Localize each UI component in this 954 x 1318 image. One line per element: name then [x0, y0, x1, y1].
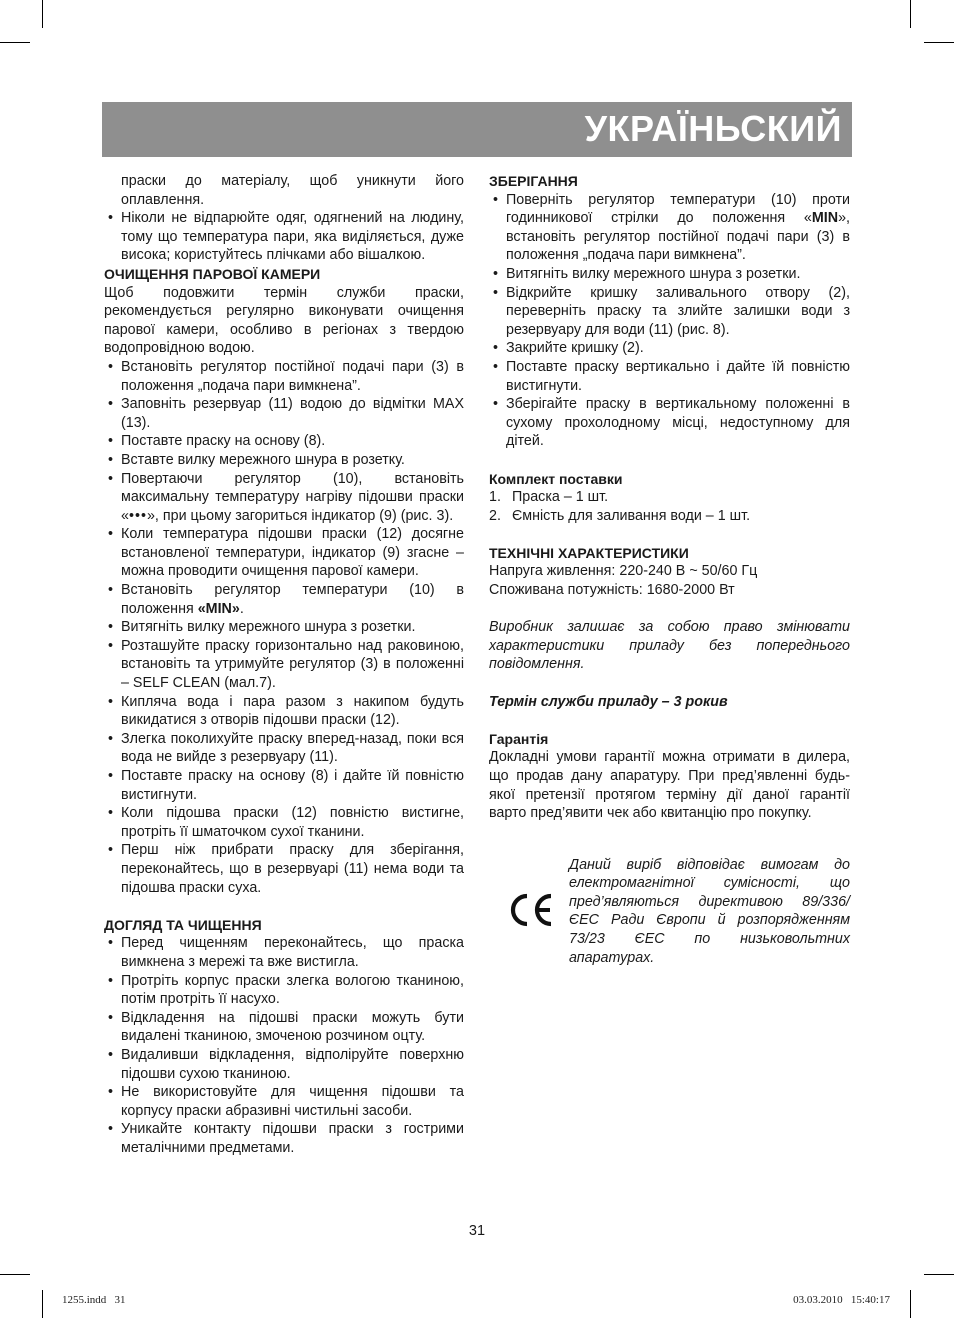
min-label: MIN: [811, 210, 839, 227]
page-title: УКРАЇНЬСКИЙ: [584, 108, 842, 149]
spacer: [104, 897, 464, 916]
section-heading-kit: Комплект поставки: [489, 470, 623, 487]
spec-line: Напруга живлення: 220-240 В ~ 50/60 Гц: [489, 563, 758, 580]
list-item: • Закрийте кришку (2).: [489, 339, 850, 358]
list-item: • Розташуйте праску горизонтально над раковиною, встановіть та утримуйте регулятор (3) в положенні – SELF CLEAN (мал.7).: [104, 637, 464, 693]
list-item: • Відкладення на підошві праски можуть бути видалені тканиною, змоченою розчином оцту.: [104, 1009, 464, 1046]
list-item: • Витягніть вилку мережного шнура з розетки.: [104, 618, 464, 637]
spacer: [489, 823, 850, 842]
crop-mark: [0, 42, 30, 43]
list-item-text: Поверніть регулятор температури (10) проти годинникової стрілки до положення «: [506, 191, 850, 227]
list-item: • Уникайте контакту підошви праски з гострими металічними предметами.: [104, 1120, 464, 1157]
list-item: • Заповніть резервуар (11) водою до відмітки MAX (13).: [104, 395, 464, 432]
spacer: [489, 711, 850, 730]
list-item: • Вставте вилку мережного шнура в розетку.: [104, 451, 464, 470]
temperature-dots-symbol: •••: [128, 507, 147, 524]
list-item: • Кипляча вода і пара разом з накипом будуть викидатися з отворів підошви праски (12).: [104, 693, 464, 730]
crop-mark: [42, 0, 43, 28]
section-heading-steam-chamber: ОЧИЩЕННЯ ПАРОВОЇ КАМЕРИ: [104, 265, 321, 282]
ce-compliance-text: Даний виріб відповідає вимогам до електромагнітної сумісності, що пред’являються директивою 89/336/ ЄЕС Ради Європи й розпорядженням 73/23 ЄЕС по низьковольтних апаратурах.: [569, 856, 850, 966]
crop-mark: [924, 42, 954, 43]
crop-mark: [924, 1274, 954, 1275]
min-label: «MIN»: [197, 600, 240, 617]
list-item: [104, 470, 464, 526]
list-item: • Перед чищенням переконайтесь, що праска вимкнена з мережі та вже вистигла.: [104, 934, 464, 971]
section-heading-warranty: Гарантія: [489, 730, 549, 747]
spec-line: Споживана потужність: 1680-2000 Вт: [489, 582, 735, 599]
list-item: [104, 581, 464, 618]
list-item: • Поставте праску вертикально і дайте їй повністю вистигнути.: [489, 358, 850, 395]
crop-mark: [910, 1290, 911, 1318]
manufacturer-note: Виробник залишає за собою право змінювати характеристики приладу без попереднього повідомлення.: [489, 619, 850, 673]
list-item-text: », встановіть регулятор постійної подачі пари (3) в положення „подача пари вимкнена”.: [506, 210, 850, 264]
list-item-text: Праска – 1 шт.: [512, 489, 609, 506]
list-item: [489, 488, 850, 507]
list-item: • Перш ніж прибрати праску для зберігання, переконайтесь, що в резервуарі (11) нема води та підошва праски суха.: [104, 841, 464, 897]
intro-continuation: праски до матеріалу, щоб уникнути його оплавлення.: [121, 173, 464, 208]
language-header-bar: [102, 102, 852, 157]
list-item: [489, 507, 850, 526]
crop-mark: [42, 1290, 43, 1318]
left-column: [104, 172, 464, 1157]
crop-mark: [910, 0, 911, 28]
right-column: [489, 172, 850, 982]
list-item: • Протріть корпус праски злегка вологою тканиною, потім протріть її насухо.: [104, 972, 464, 1009]
list-item: • Коли температура підошви праски (12) досягне встановленої температури, індикатор (9) згасне – можна проводити очищення парової камери.: [104, 525, 464, 581]
list-item: • Поставте праску на основу (8).: [104, 432, 464, 451]
list-item: • Поставте праску на основу (8) і дайте їй повністю вистигнути.: [104, 767, 464, 804]
list-item: • Злегка поколихуйте праску вперед-назад, поки вся вода не вийде з резервуару (11).: [104, 730, 464, 767]
spacer: [489, 600, 850, 619]
list-item: • Встановіть регулятор постійної подачі пари (3) в положення „подача пари вимкнена”.: [104, 358, 464, 395]
list-item: • Видаливши відкладення, відполіруйте поверхню підошви сухою тканиною.: [104, 1046, 464, 1083]
spacer: [489, 674, 850, 693]
list-item: • Зберігайте праску в вертикальному положенні в сухому прохолодному місці, недоступному для дітей.: [489, 395, 850, 451]
list-item: • Ніколи не відпарюйте одяг, одягнений на людину, тому що температура пари, яка виділяється, дуже висока; користуйтесь плічками або вішалкою.: [104, 209, 464, 265]
list-item-text: Повертаючи регулятор (10), встановіть максимальну температуру нагріву підошви праски «: [121, 470, 464, 524]
list-item: [489, 191, 850, 265]
paragraph: Щоб подовжити термін служби праски, рекомендується регулярно виконувати очищення парової камери, особливо в регіонах з твердою водопровідною водою.: [104, 284, 464, 357]
section-heading-storage: ЗБЕРІГАННЯ: [489, 173, 578, 189]
ce-compliance-block: [489, 856, 850, 968]
list-number: 2.: [489, 507, 501, 524]
spacer: [489, 525, 850, 544]
section-heading-care: ДОГЛЯД ТА ЧИЩЕННЯ: [104, 916, 262, 933]
list-item-text: .: [239, 600, 244, 617]
service-life: Термін служби приладу – 3 рокив: [489, 693, 728, 710]
list-number: 1.: [489, 489, 501, 506]
list-item-text: Ємність для заливання води – 1 шт.: [512, 507, 751, 524]
list-item: • Коли підошва праски (12) повністю вистигне, протріть її шматочком сухої тканини.: [104, 804, 464, 841]
warranty-text: Докладні умови гарантії можна отримати в дилера, що продав дану апаратуру. При пред’явленні будь-якої претензії протягом терміну дії даної гарантії варто пред’явити чек або квитанцію про покупку.: [489, 749, 850, 822]
list-item-text: », при цьому загориться індикатор (9) (рис. 3).: [146, 507, 454, 524]
crop-mark: [0, 1274, 30, 1275]
section-heading-specs: ТЕХНІЧНІ ХАРАКТЕРИСТИКИ: [489, 544, 689, 561]
list-item: • Відкрийте кришку заливального отвору (2), переверніть праску та злийте залишки води з резервуару для води (11) (рис. 8).: [489, 284, 850, 340]
list-item-text: Встановіть регулятор температури (10) в положення: [121, 582, 464, 617]
list-item: • Витягніть вилку мережного шнура з розетки.: [489, 265, 850, 284]
ce-mark-icon: [505, 890, 555, 930]
spacer: [489, 451, 850, 470]
list-item: • Не використовуйте для чищення підошви та корпусу праски абразивні чистильні засоби.: [104, 1083, 464, 1120]
page-number: 31: [468, 1223, 486, 1239]
footer-file-info: 1255.indd 31: [62, 1294, 126, 1306]
footer-datetime: 03.03.2010 15:40:17: [793, 1294, 890, 1306]
